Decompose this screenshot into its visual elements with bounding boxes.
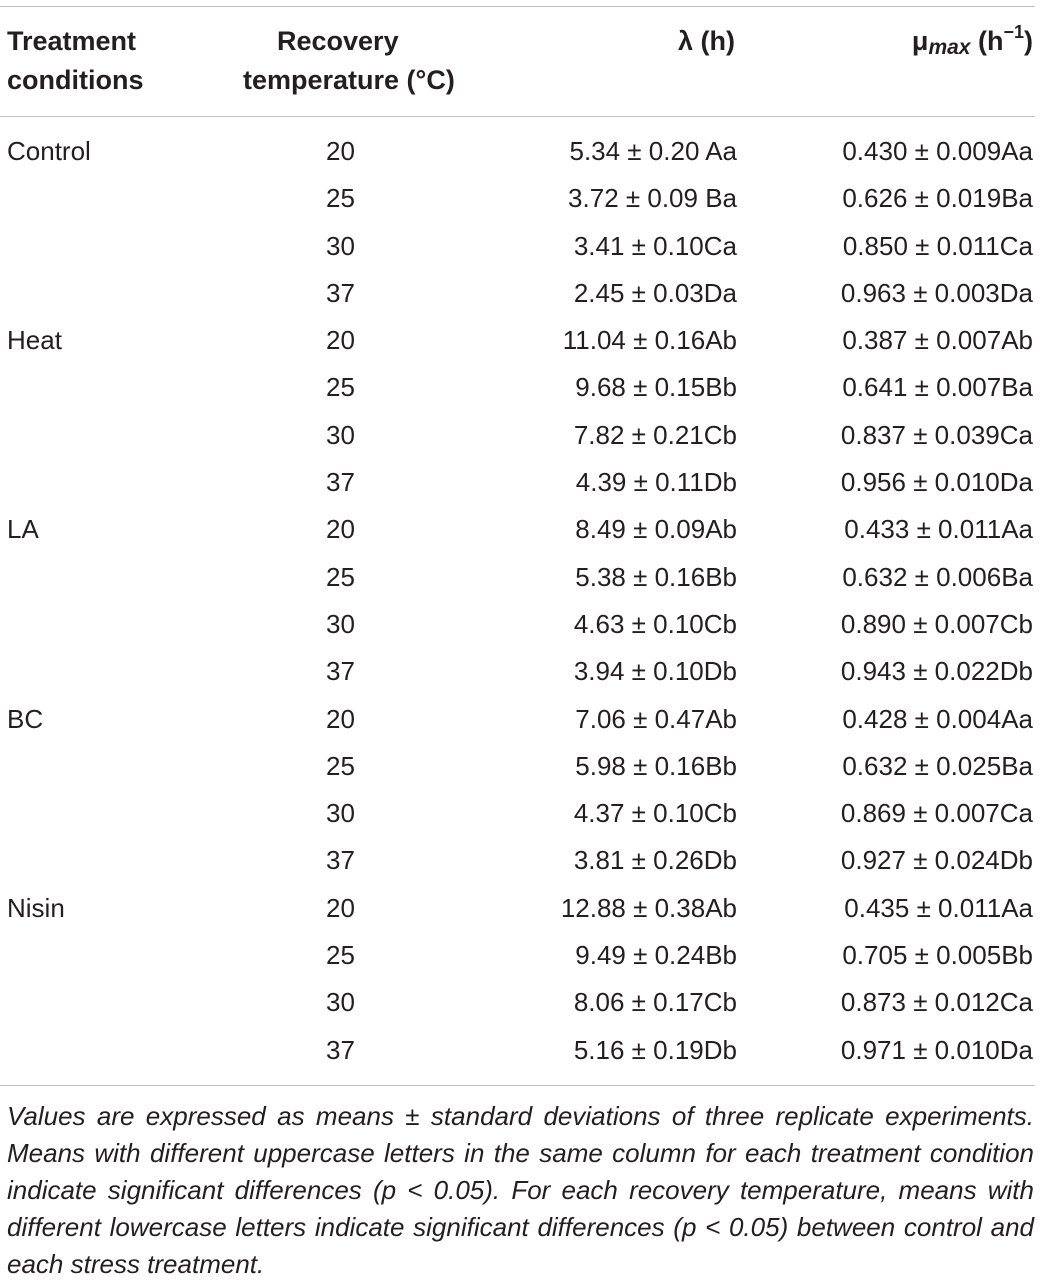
table-row [0, 696, 1041, 743]
cell-recovery-temperature: 30 [326, 987, 355, 1018]
table-row [0, 554, 1041, 601]
header-mu-max [760, 22, 1033, 64]
cell-recovery-temperature: 25 [326, 750, 355, 781]
table-row [0, 506, 1041, 553]
header-treatment-line2: conditions [7, 65, 144, 95]
cell-lambda: 3.81 ± 0.26Db [573, 845, 737, 876]
cell-recovery-temperature: 30 [326, 798, 355, 829]
cell-lambda: 5.38 ± 0.16Bb [575, 561, 737, 592]
table-row [0, 885, 1041, 932]
cell-lambda: 8.49 ± 0.09Ab [575, 514, 737, 545]
table-row [0, 932, 1041, 979]
cell-recovery-temperature: 25 [326, 372, 355, 403]
cell-lambda: 2.45 ± 0.03Da [573, 277, 737, 308]
table-row [0, 1027, 1041, 1074]
cell-treatment: LA [7, 514, 39, 545]
cell-recovery-temperature: 25 [326, 561, 355, 592]
cell-lambda: 4.37 ± 0.10Cb [573, 798, 737, 829]
cell-lambda: 5.34 ± 0.20 Aa [569, 136, 737, 166]
header-mu-unit-open: (h [970, 26, 1004, 56]
cell-mu-max: 0.632 ± 0.025Ba [842, 750, 1033, 781]
table-row [0, 648, 1041, 695]
cell-mu-max: 0.890 ± 0.007Cb [840, 608, 1033, 639]
header-mu-unit-close: ) [1024, 26, 1033, 56]
table-top-rule [0, 6, 1035, 7]
cell-lambda: 9.68 ± 0.15Bb [575, 372, 737, 403]
header-mu-subscript: max [928, 36, 971, 59]
cell-lambda: 9.49 ± 0.24Bb [575, 940, 737, 971]
header-temperature-line1: Recovery [277, 26, 399, 56]
header-mu-superscript: −1 [1003, 22, 1024, 42]
cell-recovery-temperature: 30 [326, 608, 355, 639]
cell-recovery-temperature: 25 [326, 940, 355, 971]
table-row [0, 979, 1041, 1026]
table-row [0, 790, 1041, 837]
cell-lambda: 5.98 ± 0.16Bb [575, 750, 737, 781]
cell-lambda: 3.94 ± 0.10Db [573, 656, 737, 687]
cell-recovery-temperature: 20 [326, 892, 355, 923]
cell-recovery-temperature: 20 [326, 514, 355, 545]
table-row [0, 175, 1041, 222]
cell-lambda: 3.41 ± 0.10Ca [573, 230, 737, 261]
table-row [0, 601, 1041, 648]
cell-mu-max: 0.626 ± 0.019Ba [842, 183, 1033, 214]
cell-mu-max: 0.837 ± 0.039Ca [840, 419, 1033, 450]
table-header-rule [0, 116, 1035, 117]
header-lambda: λ (h) [678, 26, 735, 56]
table-bottom-rule [0, 1085, 1035, 1086]
header-mu-symbol: μ [911, 26, 929, 56]
cell-lambda: 4.39 ± 0.11Db [575, 467, 737, 498]
header-temperature-line2: temperature (°C) [243, 65, 455, 95]
cell-lambda: 12.88 ± 0.38Ab [560, 892, 737, 923]
header-recovery-temperature [243, 22, 483, 100]
cell-recovery-temperature: 30 [326, 230, 355, 261]
cell-recovery-temperature: 37 [326, 656, 355, 687]
cell-mu-max: 0.387 ± 0.007Ab [842, 325, 1033, 356]
cell-mu-max: 0.850 ± 0.011Ca [842, 230, 1033, 261]
table-row [0, 743, 1041, 790]
cell-lambda: 4.63 ± 0.10Cb [573, 608, 737, 639]
cell-mu-max: 0.971 ± 0.010Da [840, 1034, 1033, 1065]
cell-mu-max: 0.943 ± 0.022Db [840, 656, 1033, 687]
cell-recovery-temperature: 37 [326, 1034, 355, 1065]
table-row [0, 223, 1041, 270]
cell-lambda: 3.72 ± 0.09 Ba [568, 183, 737, 214]
cell-recovery-temperature: 37 [326, 845, 355, 876]
cell-treatment: Nisin [7, 892, 65, 923]
cell-recovery-temperature: 37 [326, 467, 355, 498]
cell-mu-max: 0.433 ± 0.011Aa [844, 514, 1033, 545]
cell-lambda: 7.82 ± 0.21Cb [573, 419, 737, 450]
header-treatment-conditions [7, 22, 207, 100]
header-treatment-line1: Treatment [7, 26, 137, 56]
cell-lambda: 11.04 ± 0.16Ab [562, 325, 737, 356]
table-row [0, 128, 1041, 175]
cell-mu-max: 0.428 ± 0.004Aa [842, 703, 1033, 734]
cell-lambda: 5.16 ± 0.19Db [573, 1034, 737, 1065]
table-row [0, 837, 1041, 884]
cell-recovery-temperature: 37 [326, 277, 355, 308]
cell-mu-max: 0.435 ± 0.011Aa [844, 892, 1033, 923]
cell-mu-max: 0.705 ± 0.005Bb [842, 940, 1033, 971]
table-row [0, 270, 1041, 317]
cell-mu-max: 0.430 ± 0.009Aa [842, 136, 1033, 166]
cell-recovery-temperature: 20 [326, 325, 355, 356]
cell-recovery-temperature: 25 [326, 183, 355, 214]
cell-lambda: 7.06 ± 0.47Ab [575, 703, 737, 734]
table-footnote: Values are expressed as means ± standard deviations of three replicate experiments. Means with different uppercase letters in the same column for each treatment condition indicate significant differences (p < 0.05). For each recovery temperature, means with different lowercase letters indicate significant differences (p < 0.05) between control and each stress treatment. [7, 1101, 1034, 1279]
cell-treatment: Control [7, 136, 91, 166]
table-row [0, 317, 1041, 364]
cell-recovery-temperature: 20 [326, 703, 355, 734]
cell-recovery-temperature: 20 [326, 136, 355, 166]
cell-mu-max: 0.927 ± 0.024Db [840, 845, 1033, 876]
cell-treatment: BC [7, 703, 44, 734]
cell-mu-max: 0.873 ± 0.012Ca [840, 987, 1033, 1018]
cell-recovery-temperature: 30 [326, 419, 355, 450]
cell-treatment: Heat [7, 325, 62, 356]
table-row [0, 364, 1041, 411]
table-body [0, 128, 1041, 1074]
cell-lambda: 8.06 ± 0.17Cb [573, 987, 737, 1018]
cell-mu-max: 0.869 ± 0.007Ca [840, 798, 1033, 829]
cell-mu-max: 0.956 ± 0.010Da [840, 467, 1033, 498]
table-row [0, 459, 1041, 506]
cell-mu-max: 0.632 ± 0.006Ba [842, 561, 1033, 592]
cell-mu-max: 0.963 ± 0.003Da [840, 277, 1033, 308]
cell-mu-max: 0.641 ± 0.007Ba [842, 372, 1033, 403]
table-row [0, 412, 1041, 459]
